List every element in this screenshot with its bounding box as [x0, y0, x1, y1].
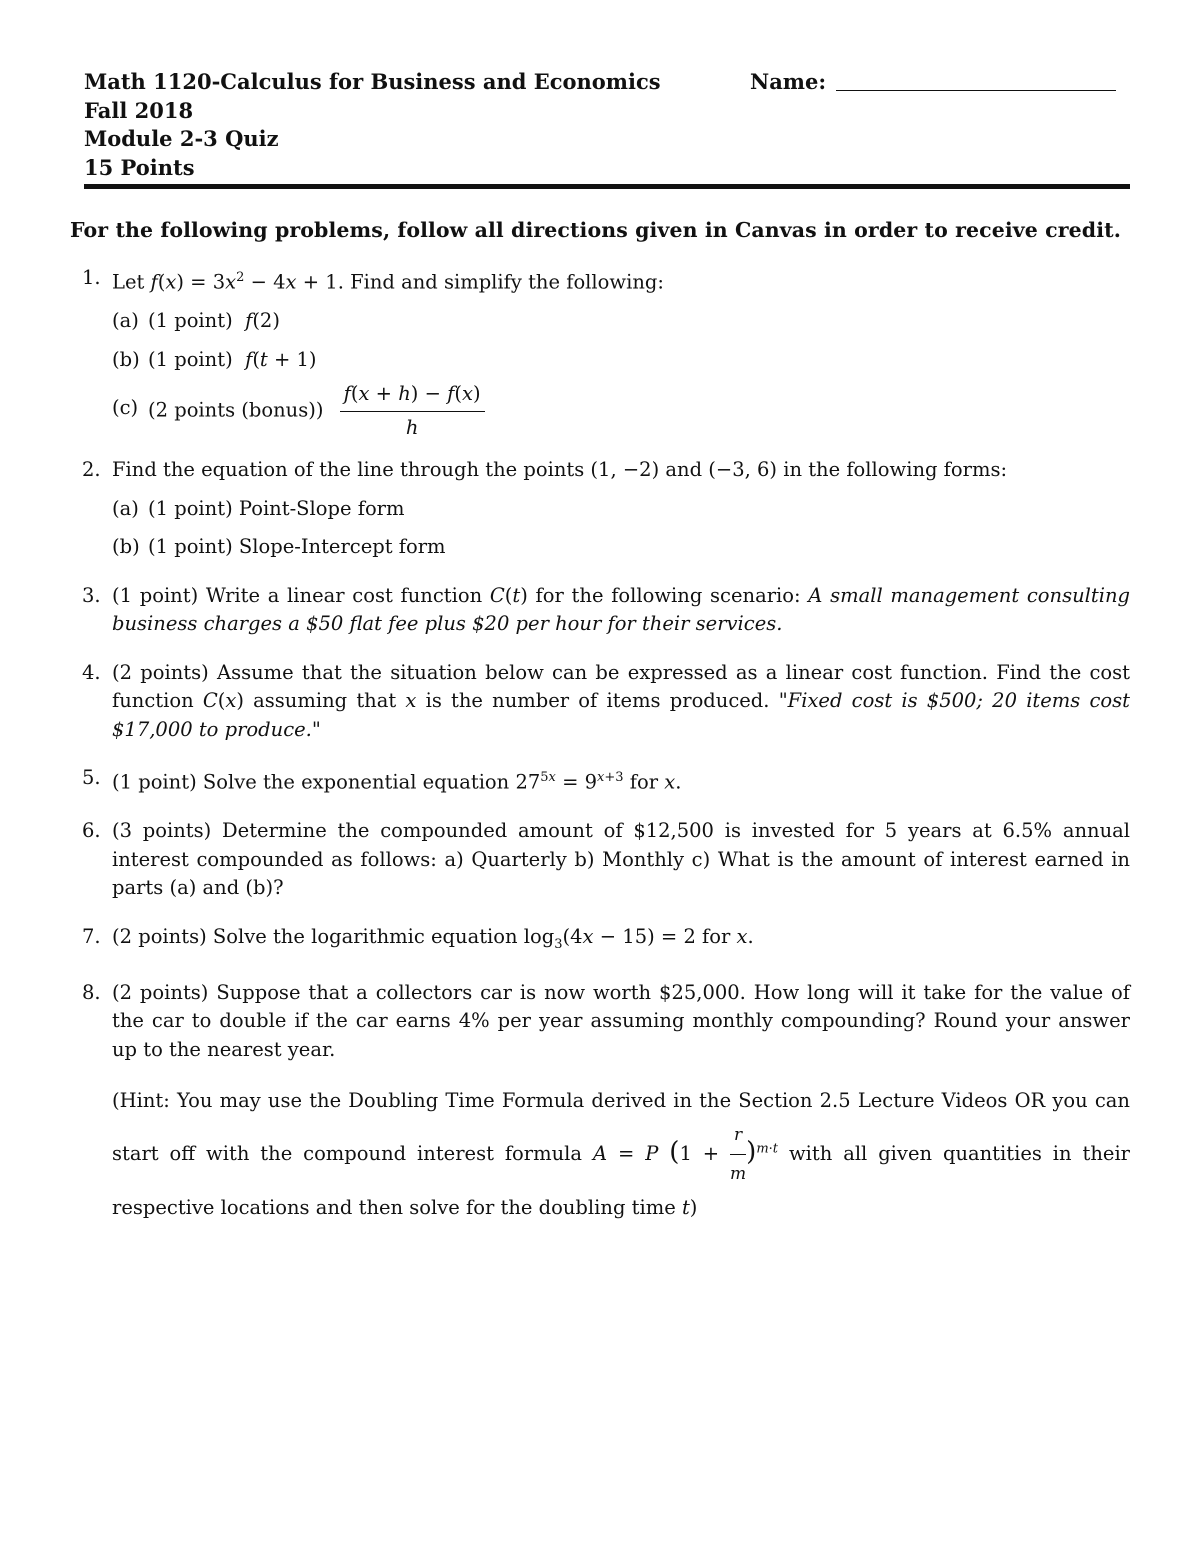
name-label: Name: [750, 69, 827, 94]
problem-2-text: Find the equation of the line through the points (1, −2) and (−3, 6) in the following forms: [112, 458, 1008, 481]
problem-4: 4. (2 points) Assume that the situation below can be expressed as a linear cost function. Find the cost function C(x) assuming that x is the number of items produced. "Fixed cost is $500; 20 items cost $17,000 to produce." [82, 660, 1131, 741]
name-field [750, 68, 1116, 97]
course-title: Math 1120-Calculus for Business and Economics [84, 69, 661, 94]
problem-number: 2. [82, 458, 101, 481]
problem-number: 6. [82, 819, 101, 842]
header-rule [84, 184, 1130, 189]
hint: (Hint: You may use the Doubling Time Formula derived in the Section 2.5 Lecture Videos OR you can start off with the compound interest formula A = P (1 + $\frac{r}{m}$ )$^{m\cdot t}$ with all given quantities in their respective locations and then solve for the doubling time t) [112, 1089, 1130, 1220]
problem-2 [82, 456, 1130, 562]
problem-8: 8. (2 points) Suppose that a collectors car is now worth $25,000. How long will it take for the value of the car to double if the car earns 4% per year assuming monthly compounding? Round your answer up to the nearest year. (Hint: You may use the Doubling Time Formula derived in the Section 2.5 Lecture Videos OR you can start off with the compound interest formula A = P (1 + $\frac{r}{m}$ )$^{m\cdot t}$ with all given quantities in their respective locations and then solve for the doubling time t) [82, 979, 1130, 1226]
quiz-header [84, 68, 1130, 182]
problem-6: 6. (3 points) Determine the compounded amount of $12,500 is invested for 5 years at 6.5% annual interest compounded as follows: a) Quarterly b) Monthly c) What is the amount of interest earned in parts (a) and (b)? [82, 819, 1130, 899]
compound-interest-formula: A = P (1 + $\frac{r}{m}$ )$^{m\cdot t}$ [593, 1142, 778, 1165]
problem-5: 5. (1 point) Solve the exponential equation $27^{5x} = 9^{x+3}$ for x. [82, 766, 682, 794]
name-blank-line[interactable] [836, 68, 1116, 91]
difference-quotient: $\frac{f(x + h) - f(x)}{h}$ [340, 380, 485, 442]
problem-1 [82, 264, 1130, 442]
problem-1a: (a) (1 point) f(2) [112, 309, 280, 332]
term: Fall 2018 [84, 97, 194, 123]
problem-number: 7. [82, 924, 101, 948]
quiz-title: Module 2-3 Quiz [84, 126, 279, 151]
problem-2b: (b) (1 point) Slope-Intercept form [112, 535, 446, 558]
problem-number: 4. [82, 660, 101, 684]
problem-1-text: Let $f(x) = 3x^2 - 4x + 1$. Find and simplify the following: [112, 270, 664, 294]
problem-number: 8. [82, 980, 101, 1004]
problem-3: 3. (1 point) Write a linear cost function C(t) for the following scenario: A small management consulting business charges a $50 flat fee plus $20 per hour for their services. [82, 583, 1131, 635]
directions: For the following problems, follow all directions given in Canvas in order to receive credit. [70, 218, 1121, 242]
problem-1c: (c) (2 points (bonus)) $\frac{f(x + h) - f(x)}{h}$ [112, 380, 1130, 442]
problem-2a: (a) (1 point) Point-Slope form [112, 496, 405, 520]
total-points: 15 Points [84, 154, 195, 180]
problem-number: 5. [82, 766, 101, 789]
problem-list [82, 264, 1130, 1235]
problem-1b: (b) (1 point) f(t + 1) [112, 347, 317, 371]
math-expr: f(t + 1) [245, 347, 317, 371]
problem-number: 3. [82, 583, 101, 607]
problem-7: 7. (2 points) Solve the logarithmic equation $\log_3(4x - 15) = 2$ for x. [82, 924, 754, 952]
scenario: A small management consulting business charges a $50 flat fee plus $20 per hour for their services. [112, 583, 1131, 635]
math-expr: f(2) [245, 309, 280, 332]
problem-number: 1. [82, 266, 101, 289]
quote: "Fixed cost is $500; 20 items cost $17,000 to produce." [112, 689, 1131, 741]
